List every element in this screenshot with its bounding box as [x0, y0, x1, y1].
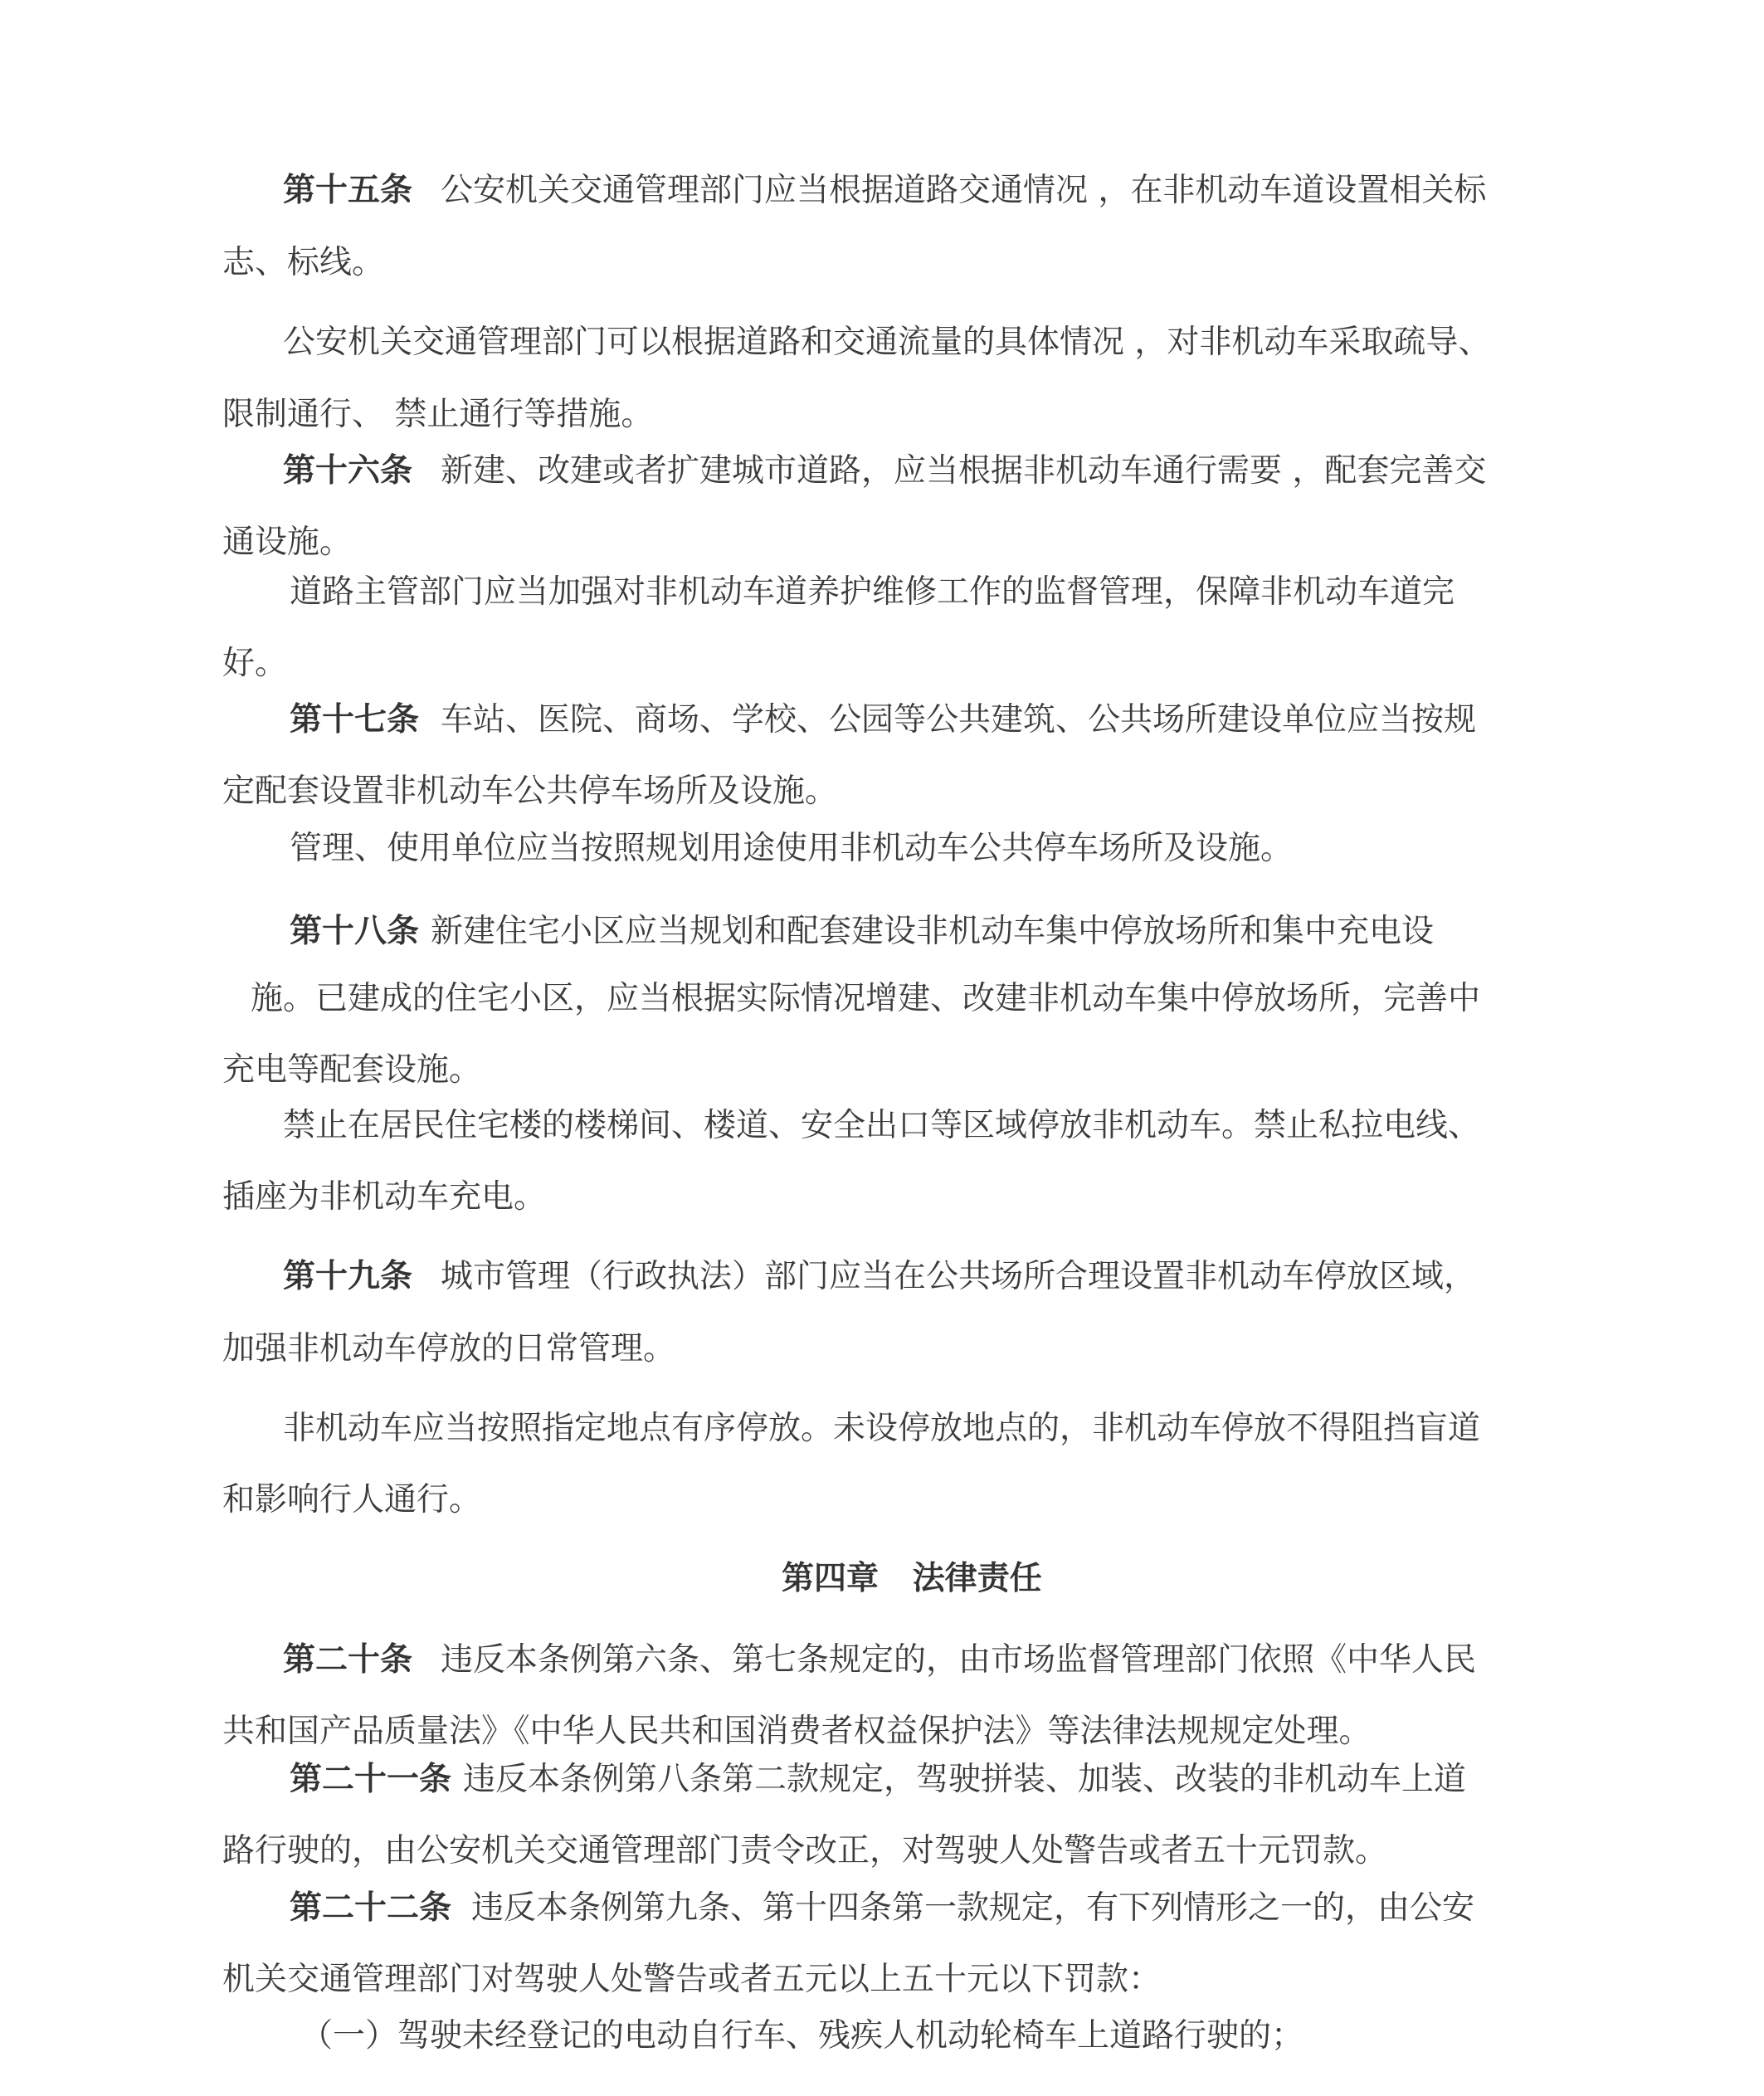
article-20-label: 第二十条 — [283, 1641, 413, 1679]
article-16-line-1 — [283, 452, 1487, 490]
article-17-label: 第十七条 — [290, 701, 420, 738]
article-22-line-2: 机关交通管理部门对驾驶人处警告或者五元以上五十元以下罚款： — [222, 1961, 1162, 1998]
chapter-4-title: 第四章 法律责任 — [782, 1560, 1042, 1597]
article-20-line-1 — [283, 1641, 1477, 1679]
article-15-label: 第十五条 — [283, 172, 413, 209]
article-21-label: 第二十一条 — [290, 1761, 452, 1798]
article-17-line-1 — [290, 701, 1477, 738]
article-21-text: 违反本条例第八条第二款规定，驾驶拼装、加装、改装的非机动车上道 — [463, 1761, 1467, 1798]
article-19-line-1 — [283, 1260, 1476, 1293]
article-22-item-1: （一）驾驶未经登记的电动自行车、残疾人机动轮椅车上道路行驶的； — [300, 2017, 1304, 2055]
article-19-label: 第十九条 — [283, 1258, 413, 1295]
article-18-line-1 — [290, 915, 1434, 948]
article-17-line-2: 定配套设置非机动车公共停车场所及设施。 — [222, 773, 838, 810]
article-20-line-2: 共和国产品质量法》《中华人民共和国消费者权益保护法》等法律法规规定处理。 — [222, 1713, 1372, 1750]
article-20-text: 违反本条例第六条、第七条规定的，由市场监督管理部门依照《中华人民 — [441, 1641, 1477, 1679]
article-19-text: 城市管理（行政执法）部门应当在公共场所合理设置非机动车停放区域， — [441, 1258, 1477, 1295]
article-15-line-3: 公安机关交通管理部门可以根据道路和交通流量的具体情况 ，对非机动车采取疏导、 — [283, 324, 1491, 361]
article-16-label: 第十六条 — [283, 452, 413, 490]
article-15-line-4: 限制通行、 禁止通行等措施。 — [222, 396, 654, 433]
article-16-text: 新建、改建或者扩建城市道路，应当根据非机动车通行需要 ，配套完善交 — [441, 452, 1487, 490]
article-16-line-3: 道路主管部门应当加强对非机动车道养护维修工作的监督管理，保障非机动车道完 — [290, 573, 1455, 611]
article-17-text: 车站、医院、商场、学校、公园等公共建筑、公共场所建设单位应当按规 — [441, 701, 1477, 738]
article-15-text: 公安机关交通管理部门应当根据道路交通情况 ，在非机动车道设置相关标 — [441, 172, 1487, 209]
article-19-line-2: 加强非机动车停放的日常管理。 — [222, 1330, 676, 1367]
article-18-line-3: 充电等配套设施。 — [222, 1051, 482, 1089]
article-16-line-4: 好。 — [222, 645, 288, 682]
article-19-line-4: 和影响行人通行。 — [222, 1481, 482, 1518]
article-22-line-1 — [290, 1889, 1475, 1927]
article-18-label: 第十八条 — [290, 913, 420, 950]
article-17-line-3: 管理、使用单位应当按照规划用途使用非机动车公共停车场所及设施。 — [290, 830, 1294, 867]
article-21-line-2: 路行驶的，由公安机关交通管理部门责令改正，对驾驶人处警告或者五十元罚款。 — [222, 1832, 1388, 1869]
article-18-line-5: 插座为非机动车充电。 — [222, 1178, 547, 1216]
article-16-line-2: 通设施。 — [222, 524, 353, 561]
article-22-text: 违反本条例第九条、第十四条第一款规定，有下列情形之一的，由公安 — [471, 1889, 1475, 1927]
article-18-line-4: 禁止在居民住宅楼的楼梯间、楼道、安全出口等区域停放非机动车。禁止私拉电线、 — [283, 1107, 1481, 1144]
article-15-line-1 — [283, 174, 1486, 207]
article-19-line-3: 非机动车应当按照指定地点有序停放。未设停放地点的，非机动车停放不得阻挡盲道 — [283, 1410, 1481, 1447]
article-22-label: 第二十二条 — [290, 1889, 452, 1927]
article-18-line-2: 施。已建成的住宅小区，应当根据实际情况增建、改建非机动车集中停放场所，完善中 — [251, 980, 1481, 1017]
article-21-line-1 — [290, 1763, 1466, 1796]
article-15-line-2: 志、标线。 — [222, 244, 385, 281]
article-18-text: 新建住宅小区应当规划和配套建设非机动车集中停放场所和集中充电设 — [431, 913, 1435, 950]
